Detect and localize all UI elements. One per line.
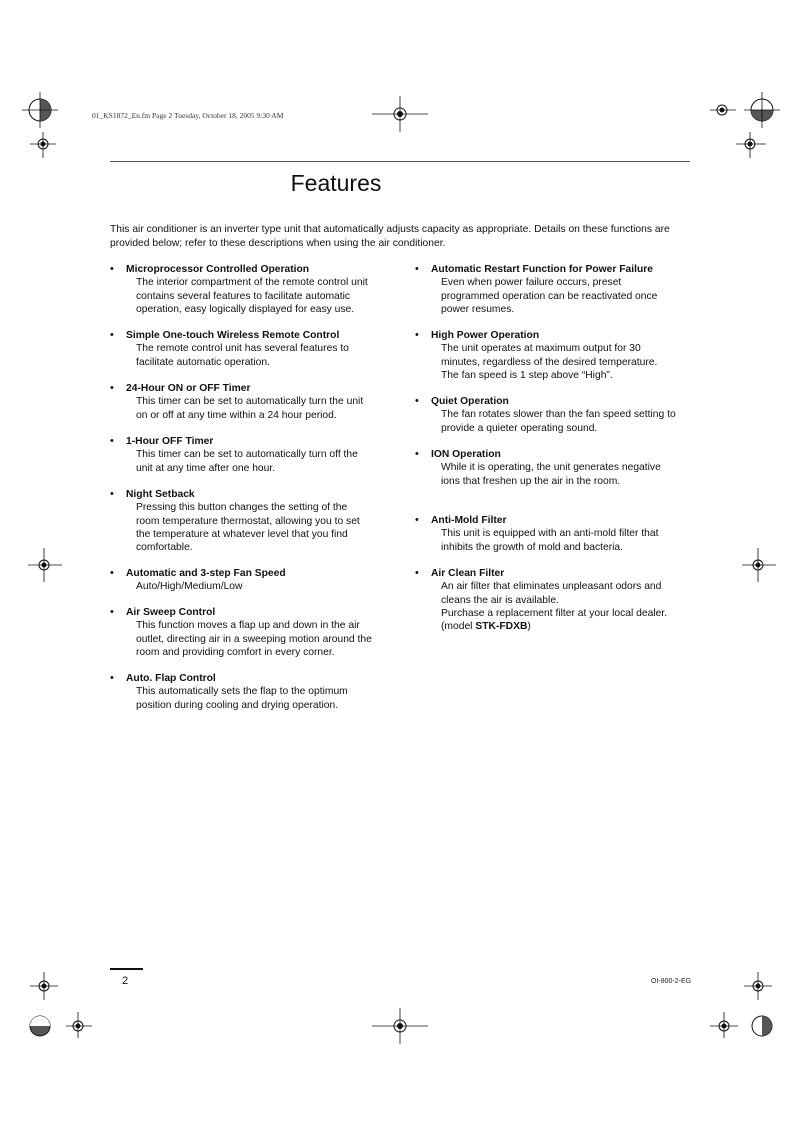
- feature-item: [110, 329, 400, 369]
- bullet: •: [110, 263, 114, 275]
- feature-item: [415, 329, 700, 382]
- feature-item: [110, 435, 400, 475]
- model-code: STK-FDXB: [475, 621, 528, 633]
- feature-title: 24-Hour ON or OFF Timer: [126, 383, 251, 394]
- feature-title: Anti-Mold Filter: [431, 515, 507, 526]
- feature-item: [415, 395, 700, 435]
- bullet: •: [110, 488, 114, 500]
- feature-description: This automatically sets the flap to the optimum position during cooling and drying operation.: [136, 686, 348, 711]
- feature-description: The unit operates at maximum output for 30 minutes, regardless of the desired temperature. The fan speed is 1 step above “High”.: [441, 343, 658, 381]
- feature-item: [110, 382, 400, 422]
- model-note: (model STK-FDXB): [441, 621, 531, 633]
- feature-item: [415, 448, 700, 488]
- feature-title: Automatic Restart Function for Power Failure: [431, 264, 653, 275]
- feature-description: This timer can be set to automatically turn the unit on or off at any time within a 24 hour period.: [136, 396, 364, 421]
- feature-title: Auto. Flap Control: [126, 673, 216, 684]
- feature-item: [415, 567, 700, 633]
- bullet: •: [110, 567, 114, 579]
- registration-mark-mid-left: [26, 540, 66, 590]
- feature-description: Even when power failure occurs, preset programmed operation can be reactivated once power resumes.: [441, 277, 658, 315]
- feature-title: Automatic and 3-step Fan Speed: [126, 568, 286, 579]
- feature-description: This unit is equipped with an anti-mold filter that inhibits the growth of mold and bacteria.: [441, 528, 659, 553]
- document-code: OI-800-2-EG: [651, 978, 692, 985]
- registration-mark-bottom-center: [372, 1004, 428, 1048]
- bullet: •: [415, 448, 419, 460]
- bullet: •: [110, 435, 114, 447]
- feature-title: Air Clean Filter: [431, 568, 505, 579]
- registration-mark-top-center: [372, 92, 428, 136]
- feature-description: An air filter that eliminates unpleasant odors and cleans the air is available. Purchase a replacement filter at your local dealer. (model STK-FDXB): [441, 580, 691, 633]
- feature-title: Quiet Operation: [431, 396, 509, 407]
- footer-rule: [110, 968, 143, 970]
- feature-title: Night Setback: [126, 489, 195, 500]
- bullet: •: [110, 606, 114, 618]
- feature-description: Auto/High/Medium/Low: [136, 581, 243, 593]
- feature-description: Pressing this button changes the setting of the room temperature thermostat, allowing you to set the temperature at whatever level that you find comfortable.: [136, 502, 360, 554]
- intro-paragraph: This air conditioner is an inverter type unit that automatically adjusts capacity as appropriate. Details on these functions are provided below; refer to these descriptions when using the air conditioner.: [110, 224, 670, 249]
- feature-description: This function moves a flap up and down in the air outlet, directing air in a sweeping motion around the room and providing comfort in every corner.: [136, 620, 372, 658]
- feature-item: [110, 672, 400, 712]
- feature-title: High Power Operation: [431, 330, 540, 341]
- bullet: •: [415, 514, 419, 526]
- page-title: Features: [290, 170, 382, 196]
- registration-mark-mid-right: [738, 540, 778, 590]
- feature-description: This timer can be set to automatically turn off the unit at any time after one hour.: [136, 449, 358, 474]
- feature-item: [415, 514, 700, 554]
- page-number: 2: [122, 975, 129, 987]
- feature-description: The fan rotates slower than the fan speed setting to provide a quieter operating sound.: [441, 409, 676, 434]
- feature-item: [110, 567, 400, 594]
- registration-mark-bottom-right: [710, 968, 780, 1038]
- registration-mark-top-left: [22, 92, 82, 162]
- bullet: •: [415, 329, 419, 341]
- file-slug-header: 01_KS1872_En.fm Page 2 Tuesday, October 18, 2005 9:30 AM: [92, 111, 284, 120]
- feature-item: [110, 488, 400, 554]
- feature-item: [110, 263, 400, 316]
- feature-item: [110, 606, 400, 659]
- registration-mark-top-right: [710, 92, 780, 162]
- feature-title: Air Sweep Control: [126, 607, 216, 618]
- bullet: •: [110, 382, 114, 394]
- feature-description: The remote control unit has several features to facilitate automatic operation.: [136, 343, 349, 368]
- feature-title: Simple One-touch Wireless Remote Control: [126, 330, 340, 341]
- bullet: •: [415, 263, 419, 275]
- bullet: •: [415, 395, 419, 407]
- bullet: •: [110, 672, 114, 684]
- feature-item: [415, 263, 700, 316]
- feature-title: 1-Hour OFF Timer: [126, 436, 214, 447]
- bullet: •: [415, 567, 419, 579]
- registration-mark-bottom-left: [22, 968, 92, 1038]
- bullet: •: [110, 329, 114, 341]
- feature-title: ION Operation: [431, 449, 501, 460]
- feature-description: The interior compartment of the remote control unit contains several features to facilitate automatic operation, easy logically displayed for easy use.: [136, 277, 368, 315]
- feature-description: While it is operating, the unit generates negative ions that freshen up the air in the room.: [441, 462, 661, 487]
- feature-title: Microprocessor Controlled Operation: [126, 264, 310, 275]
- top-rule: [110, 161, 690, 162]
